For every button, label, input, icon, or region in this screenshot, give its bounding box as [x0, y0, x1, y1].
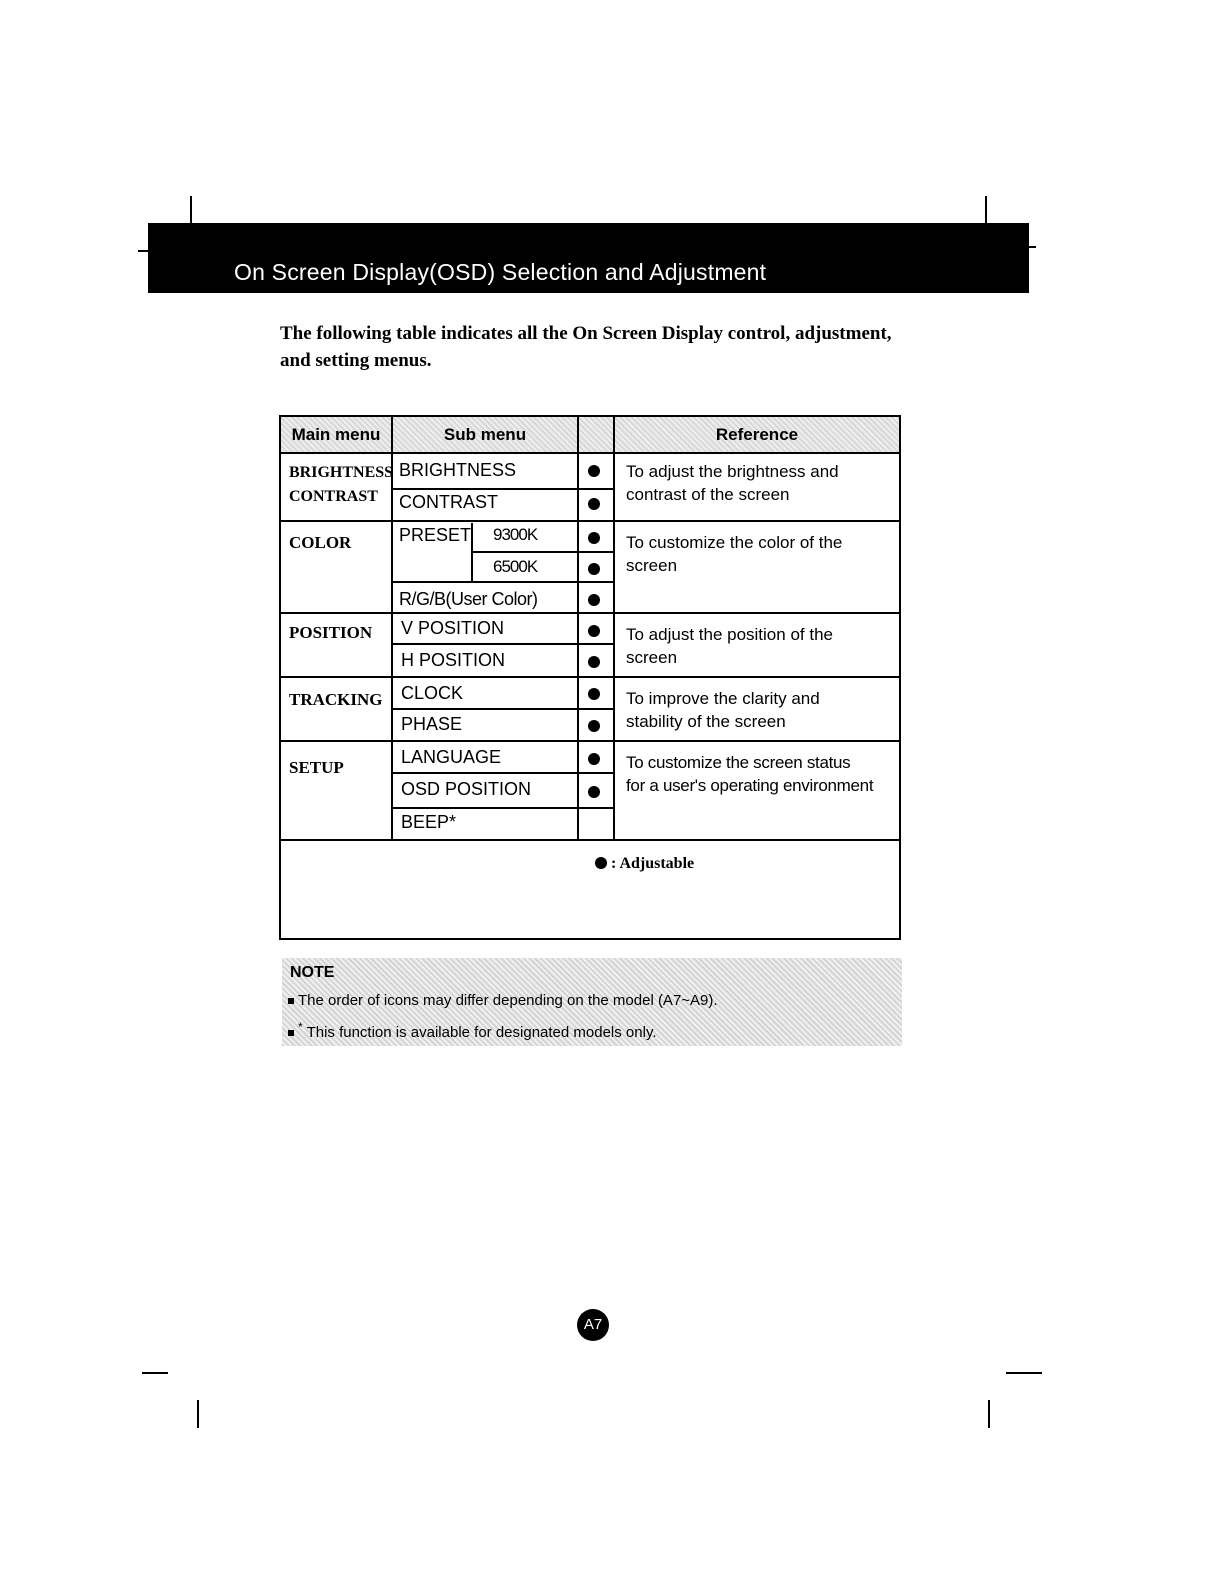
reference-line: screen: [626, 556, 678, 575]
page-number-badge: A7: [577, 1309, 609, 1341]
sub-menu-rgb: R/G/B(User Color): [399, 589, 538, 609]
adjustable-dot-icon: [588, 465, 600, 477]
reference-line: To customize the screen status: [626, 753, 851, 772]
row-divider: [281, 676, 899, 678]
reference-tracking: [626, 687, 901, 733]
adjustable-dot-icon: [588, 563, 600, 575]
main-menu-setup: SETUP: [289, 758, 344, 777]
note-line-2-text: This function is available for designated models only.: [306, 1024, 657, 1041]
sub-row-divider: [391, 772, 615, 774]
sub-menu-clock: CLOCK: [401, 683, 464, 703]
main-menu-contrast: CONTRAST: [289, 488, 378, 505]
reference-line: To adjust the position of the: [626, 625, 833, 644]
asterisk-mark: *: [298, 1020, 303, 1034]
crop-mark: [197, 1400, 199, 1428]
row-divider: [281, 839, 899, 841]
reference-line: To improve the clarity and: [626, 689, 820, 708]
sub-row-divider: [391, 488, 615, 490]
crop-mark: [190, 196, 192, 224]
row-divider: [281, 452, 899, 454]
adjustable-dot-icon: [588, 594, 600, 606]
sub-menu-h-position: H POSITION: [401, 650, 506, 670]
header-reference: Reference: [615, 417, 899, 453]
adjustable-dot-icon: [588, 753, 600, 765]
sub-menu-contrast: CONTRAST: [399, 492, 498, 512]
reference-color: [626, 531, 901, 577]
note-line-1: [288, 992, 718, 1009]
sub-menu-phase: PHASE: [401, 714, 463, 734]
reference-brightness: [626, 460, 901, 506]
column-divider: [577, 417, 579, 840]
reference-setup: [626, 751, 901, 797]
intro-text: [280, 320, 920, 374]
sub-menu-9300k: 9300K: [493, 525, 538, 544]
adjustable-dot-icon: [588, 625, 600, 637]
reference-line: screen: [626, 648, 678, 667]
crop-mark: [985, 196, 987, 224]
adjustable-dot-icon: [588, 786, 600, 798]
legend-text: : Adjustable: [611, 855, 695, 872]
main-menu-color: COLOR: [289, 533, 352, 552]
bullet-icon: [288, 998, 294, 1004]
note-line-1-text: The order of icons may differ depending on the model (A7~A9).: [298, 992, 718, 1009]
column-divider: [613, 417, 615, 840]
sub-menu-osd-position: OSD POSITION: [401, 779, 532, 799]
crop-mark: [988, 1400, 990, 1428]
sub-row-divider: [391, 643, 615, 645]
note-box: [282, 958, 902, 1046]
sub-row-divider: [391, 581, 615, 583]
main-menu-brightness: BRIGHTNESS: [289, 464, 394, 481]
bullet-icon: [288, 1030, 294, 1036]
header-bar: [148, 223, 1029, 293]
adjustable-dot-icon: [588, 688, 600, 700]
adjustable-dot-icon: [595, 857, 607, 869]
osd-table: [279, 415, 901, 940]
row-divider: [281, 612, 899, 614]
reference-line: contrast of the screen: [626, 485, 790, 504]
sub-row-divider: [391, 708, 615, 710]
crop-mark: [142, 1372, 168, 1374]
sub-row-divider: [391, 807, 615, 809]
note-title: NOTE: [290, 964, 335, 981]
intro-line-2: and setting menus.: [280, 350, 432, 371]
sub-menu-preset: PRESET: [399, 525, 472, 545]
main-menu-tracking: TRACKING: [289, 690, 383, 709]
adjustable-dot-icon: [588, 720, 600, 732]
reference-line: for a user's operating environment: [626, 776, 874, 795]
page-title: On Screen Display(OSD) Selection and Adjustment: [234, 259, 767, 285]
sub-menu-v-position: V POSITION: [401, 618, 505, 638]
sub-menu-language: LANGUAGE: [401, 747, 502, 767]
adjustable-dot-icon: [588, 532, 600, 544]
note-line-2: [288, 1020, 657, 1041]
main-menu-position: POSITION: [289, 623, 373, 642]
header-adjust: [579, 417, 613, 453]
sub-menu-beep: BEEP*: [401, 812, 457, 832]
sub-menu-6500k: 6500K: [493, 557, 538, 576]
header-main-menu: Main menu: [281, 417, 391, 453]
adjustable-dot-icon: [588, 498, 600, 510]
sub-menu-brightness: BRIGHTNESS: [399, 460, 517, 480]
reference-position: [626, 623, 901, 669]
sub-row-divider: [471, 551, 615, 553]
crop-mark: [1006, 1372, 1042, 1374]
header-sub-menu: Sub menu: [393, 417, 577, 453]
row-divider: [281, 740, 899, 742]
reference-line: stability of the screen: [626, 712, 786, 731]
intro-line-1: The following table indicates all the On Screen Display control, adjustment,: [280, 323, 892, 344]
crop-mark: [1028, 246, 1036, 248]
legend: [595, 855, 694, 873]
reference-line: To customize the color of the: [626, 533, 843, 552]
adjustable-dot-icon: [588, 656, 600, 668]
row-divider: [281, 520, 899, 522]
reference-line: To adjust the brightness and: [626, 462, 839, 481]
